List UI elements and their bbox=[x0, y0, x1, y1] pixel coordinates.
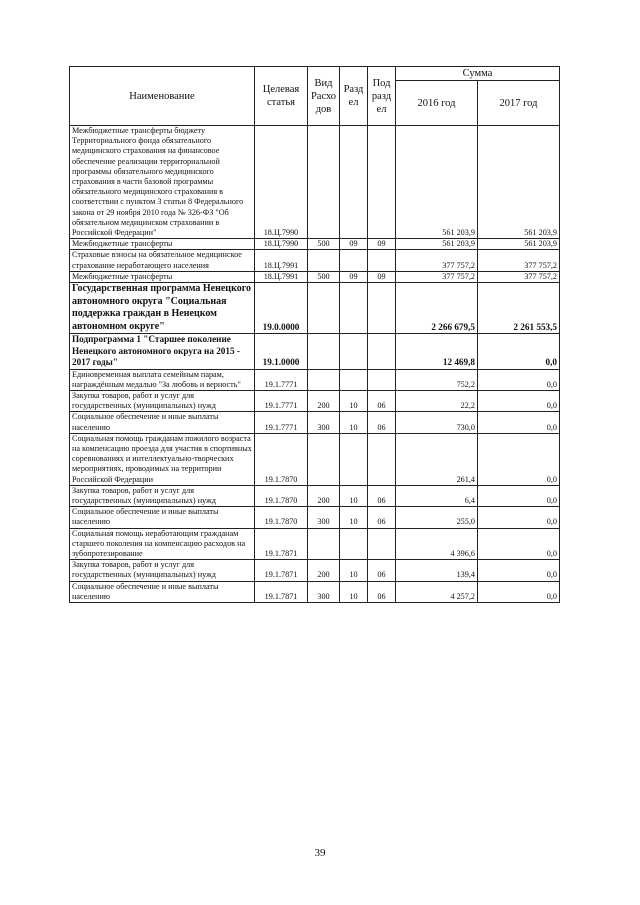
row-name: Единовременная выплата семейным парам, награждённым медалью "За любовь и верность" bbox=[70, 369, 255, 390]
row-subsection bbox=[368, 334, 396, 370]
row-subsection: 06 bbox=[368, 581, 396, 602]
row-section bbox=[340, 126, 368, 239]
row-name: Закупка товаров, работ и услуг для государственных (муниципальных) нужд bbox=[70, 560, 255, 581]
row-target: 19.1.7771 bbox=[255, 390, 308, 411]
row-target: 19.1.7871 bbox=[255, 581, 308, 602]
row-kind: 300 bbox=[308, 412, 340, 433]
row-kind bbox=[308, 250, 340, 271]
row-target: 18.Ц.7991 bbox=[255, 271, 308, 282]
row-2017: 0,0 bbox=[478, 334, 560, 370]
row-target: 19.1.7870 bbox=[255, 485, 308, 506]
row-name: Закупка товаров, работ и услуг для государственных (муниципальных) нужд bbox=[70, 485, 255, 506]
row-section: 10 bbox=[340, 412, 368, 433]
row-2016: 261,4 bbox=[396, 433, 478, 485]
budget-table-container bbox=[69, 66, 559, 603]
row-2017: 0,0 bbox=[478, 369, 560, 390]
row-kind: 200 bbox=[308, 560, 340, 581]
row-name: Социальное обеспечение и иные выплаты населению bbox=[70, 581, 255, 602]
row-2016: 2 266 679,5 bbox=[396, 283, 478, 334]
row-subsection: 06 bbox=[368, 507, 396, 528]
row-kind bbox=[308, 528, 340, 560]
row-2016: 4 396,6 bbox=[396, 528, 478, 560]
row-name: Межбюджетные трансферты bbox=[70, 239, 255, 250]
row-kind bbox=[308, 433, 340, 485]
row-2016: 377 757,2 bbox=[396, 271, 478, 282]
row-section: 10 bbox=[340, 581, 368, 602]
row-kind bbox=[308, 283, 340, 334]
row-target: 19.1.7871 bbox=[255, 560, 308, 581]
header-name: Наименование bbox=[70, 67, 255, 126]
row-2016: 377 757,2 bbox=[396, 250, 478, 271]
table-row bbox=[70, 390, 560, 411]
row-target: 18.Ц.7990 bbox=[255, 126, 308, 239]
row-2016: 6,4 bbox=[396, 485, 478, 506]
row-target: 18.Ц.7991 bbox=[255, 250, 308, 271]
table-row bbox=[70, 369, 560, 390]
table-row bbox=[70, 433, 560, 485]
row-2016: 730,0 bbox=[396, 412, 478, 433]
table-row bbox=[70, 250, 560, 271]
row-subsection bbox=[368, 433, 396, 485]
row-name: Социальная помощь неработающим гражданам старшего поколения на компенсацию расходов на зубопротезирование bbox=[70, 528, 255, 560]
table-row bbox=[70, 271, 560, 282]
row-subsection: 06 bbox=[368, 560, 396, 581]
header-subsection: Под разд ел bbox=[368, 67, 396, 126]
budget-table bbox=[69, 66, 560, 603]
row-kind bbox=[308, 126, 340, 239]
row-section: 10 bbox=[340, 507, 368, 528]
row-target: 18.Ц.7990 bbox=[255, 239, 308, 250]
row-subsection: 06 bbox=[368, 485, 396, 506]
row-kind: 500 bbox=[308, 239, 340, 250]
row-2016: 4 257,2 bbox=[396, 581, 478, 602]
row-name: Государственная программа Ненецкого автономного округа "Социальная поддержка граждан в Ненецком автономном округе" bbox=[70, 283, 255, 334]
table-row bbox=[70, 412, 560, 433]
row-2017: 0,0 bbox=[478, 507, 560, 528]
row-subsection: 09 bbox=[368, 239, 396, 250]
row-section: 10 bbox=[340, 485, 368, 506]
row-subsection: 09 bbox=[368, 271, 396, 282]
row-target: 19.1.7771 bbox=[255, 412, 308, 433]
row-2017: 0,0 bbox=[478, 485, 560, 506]
row-2016: 22,2 bbox=[396, 390, 478, 411]
row-2017: 0,0 bbox=[478, 560, 560, 581]
row-name: Межбюджетные трансферты bbox=[70, 271, 255, 282]
row-subsection bbox=[368, 528, 396, 560]
row-section bbox=[340, 369, 368, 390]
row-kind bbox=[308, 334, 340, 370]
row-name: Социальное обеспечение и иные выплаты населению bbox=[70, 412, 255, 433]
row-name: Социальная помощь гражданам пожилого возраста на компенсацию проезда для участия в спортивных соревнованиях и интеллектуально-творческих мероприятиях, проводимых на территории Российской Федерации bbox=[70, 433, 255, 485]
table-row bbox=[70, 507, 560, 528]
row-subsection bbox=[368, 283, 396, 334]
header-kind: Вид Расхо дов bbox=[308, 67, 340, 126]
row-section bbox=[340, 250, 368, 271]
row-name: Подпрограмма 1 "Старшее поколение Ненецкого автономного округа на 2015 - 2017 годы" bbox=[70, 334, 255, 370]
row-target: 19.1.7870 bbox=[255, 507, 308, 528]
row-2017: 377 757,2 bbox=[478, 250, 560, 271]
row-subsection bbox=[368, 250, 396, 271]
page-number: 39 bbox=[314, 847, 326, 859]
row-target: 19.1.7771 bbox=[255, 369, 308, 390]
table-row bbox=[70, 560, 560, 581]
row-section: 10 bbox=[340, 560, 368, 581]
row-2017: 377 757,2 bbox=[478, 271, 560, 282]
row-2017: 0,0 bbox=[478, 412, 560, 433]
row-2017: 561 203,9 bbox=[478, 239, 560, 250]
header-section: Разд ел bbox=[340, 67, 368, 126]
row-section bbox=[340, 528, 368, 560]
row-name: Социальное обеспечение и иные выплаты населению bbox=[70, 507, 255, 528]
row-2016: 561 203,9 bbox=[396, 239, 478, 250]
row-2017: 2 261 553,5 bbox=[478, 283, 560, 334]
row-2016: 12 469,8 bbox=[396, 334, 478, 370]
row-subsection bbox=[368, 126, 396, 239]
header-2016: 2016 год bbox=[396, 81, 478, 126]
row-name: Страховые взносы на обязательное медицинское страхование неработающего населения bbox=[70, 250, 255, 271]
table-row bbox=[70, 126, 560, 239]
row-2017: 0,0 bbox=[478, 390, 560, 411]
row-2016: 752,2 bbox=[396, 369, 478, 390]
row-section: 09 bbox=[340, 239, 368, 250]
row-kind: 200 bbox=[308, 390, 340, 411]
header-sum: Сумма bbox=[396, 67, 560, 81]
row-target: 19.1.7871 bbox=[255, 528, 308, 560]
row-section bbox=[340, 334, 368, 370]
row-target: 19.0.0000 bbox=[255, 283, 308, 334]
row-2016: 255,0 bbox=[396, 507, 478, 528]
row-target: 19.1.7870 bbox=[255, 433, 308, 485]
row-kind: 300 bbox=[308, 581, 340, 602]
table-row bbox=[70, 485, 560, 506]
header-target: Целевая статья bbox=[255, 67, 308, 126]
table-row bbox=[70, 528, 560, 560]
row-subsection: 06 bbox=[368, 390, 396, 411]
table-row-subprogram bbox=[70, 334, 560, 370]
row-name: Межбюджетные трансферты бюджету Территориального фонда обязательного медицинского страхования на финансовое обеспечение реализации территориальной программы обязательного медицинского страхования в части базовой программы обязательного медицинского страхования в соответствии с пунктом 3 статьи 8 Федерального закона от 29 ноября 2010 года № 326-ФЗ "Об обязательном медицинском страховании в Российской Федерации" bbox=[70, 126, 255, 239]
header-2017: 2017 год bbox=[478, 81, 560, 126]
row-section bbox=[340, 433, 368, 485]
row-kind: 500 bbox=[308, 271, 340, 282]
row-section: 09 bbox=[340, 271, 368, 282]
row-subsection bbox=[368, 369, 396, 390]
row-name: Закупка товаров, работ и услуг для государственных (муниципальных) нужд bbox=[70, 390, 255, 411]
row-2017: 0,0 bbox=[478, 528, 560, 560]
row-subsection: 06 bbox=[368, 412, 396, 433]
table-row bbox=[70, 581, 560, 602]
row-2016: 139,4 bbox=[396, 560, 478, 581]
row-section bbox=[340, 283, 368, 334]
table-row bbox=[70, 239, 560, 250]
row-section: 10 bbox=[340, 390, 368, 411]
row-kind bbox=[308, 369, 340, 390]
row-2017: 561 203,9 bbox=[478, 126, 560, 239]
row-kind: 300 bbox=[308, 507, 340, 528]
row-kind: 200 bbox=[308, 485, 340, 506]
row-2017: 0,0 bbox=[478, 581, 560, 602]
row-2016: 561 203,9 bbox=[396, 126, 478, 239]
row-2017: 0,0 bbox=[478, 433, 560, 485]
row-target: 19.1.0000 bbox=[255, 334, 308, 370]
table-row-program bbox=[70, 283, 560, 334]
